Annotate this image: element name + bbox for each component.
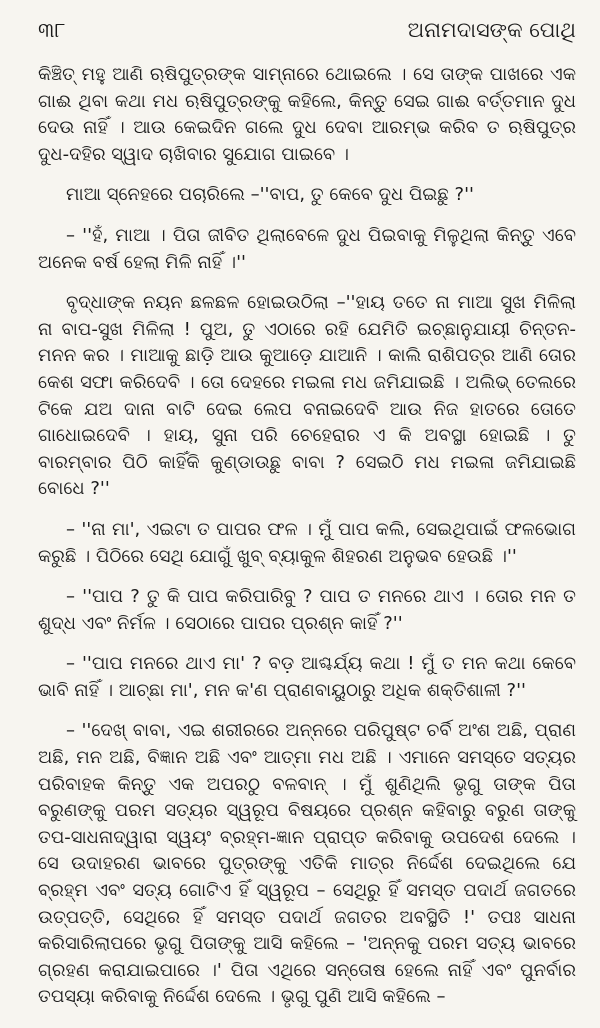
paragraph: ବୃଦ୍ଧାଙ୍କ ନୟନ ଛଳଛଳ ହୋଇଉଠିଲା –''ହାୟ ତତେ ନା ମାଆ ସୁଖ ମିଳିଲା ନା ବାପ-ସୁଖ ମିଳିଲା ! ପୁଅ, ତୁ ଏଠାରେ ରହି ଯେମିତି ଇଚ୍ଛାନୁଯାୟୀ ଚିନ୍ତନ-ମନନ କର । ମାଆକୁ ଛାଡ଼ି ଆଉ କୁଆଡ଼େ ଯାଆନି । କାଲି ରାଶିପତ୍ର ଆଣି ତୋର କେଶ ସଫା କରିଦେବି । ତୋ ଦେହରେ ମଇଳା ମଧ ଜମିଯାଇଛି । ଅଲିଭ୍ ତେଲରେ ଟିକେ ଯଅ ଦାନା ବାଟି ଦେଇ ଲେପ ବନାଇଦେବି ଆଉ ନିଜ ହାତରେ ତୋତେ ଗାଧୋଇଦେବି । ହାୟ, ସୁନା ପରି ଚେହେରାର ଏ କି ଅବସ୍ଥା ହୋଇଛି । ତୁ ବାରମ୍ବାର ପିଠି କାହିଁକି କୁଣ୍ଡାଉଛୁ ବାବା ? ସେଇଠି ମଧ ମଇଳା ଜମିଯାଇଛି ବୋଧେ ?'' (38, 292, 576, 500)
paragraph: – ''ଦେଖ୍ ବାବା, ଏଇ ଶରୀରରେ ଅନ୍ନରେ ପରିପୁଷ୍ଟ ଚର୍ବି ଅଂଶ ଅଛି, ପ୍ରାଣ ଅଛି, ମନ ଅଛି, ବିଜ୍ଞାନ ଅଛି ଏବଂ ଆତ୍ମା ମଧ ଅଛି । ଏମାନେ ସମସ୍ତେ ସତ୍ୟର ପରିବାହକ କିନ୍ତୁ ଏକ ଅପରଠୁ ବଳବାନ୍ । ମୁଁ ଶୁଣିଥିଲି ଭୃଗୁ ତାଙ୍କ ପିତା ବରୁଣଙ୍କୁ ପରମ ସତ୍ୟର ସ୍ୱରୂପ ବିଷୟରେ ପ୍ରଶ୍ନ କହିବାରୁ ବରୁଣ ତାଙ୍କୁ ତପ-ସାଧନାଦ୍ୱାରା ସ୍ୱୟଂ ବ୍ରହ୍ମ-ଜ୍ଞାନ ପ୍ରାପ୍ତ କରିବାକୁ ଉପଦେଶ ଦେଲେ । ସେ ଉଦାହରଣ ଭାବରେ ପୁତ୍ରଙ୍କୁ ଏତିକି ମାତ୍ର ନିର୍ଦ୍ଦେଶ ଦେଇଥିଲେ ଯେ ବ୍ରହ୍ମ ଏବଂ ସତ୍ୟ ଗୋଟିଏ ହିଁ ସ୍ୱରୂପ – ସେଥିରୁ ହିଁ ସମସ୍ତ ପଦାର୍ଥ ଜଗତରେ ଉତ୍ପତ୍ତି, ସେଥିରେ ହିଁ ସମସ୍ତ ପଦାର୍ଥ ଜଗତର ଅବସ୍ଥିତି !' ତପଃ ସାଧନା କରିସାରିଲାପରେ ଭୃଗୁ ପିତାଙ୍କୁ ଆସି କହିଲେ – 'ଅନ୍ନକୁ ପରମ ସତ୍ୟ ଭାବରେ ଗ୍ରହଣ କରାଯାଇପାରେ ।' ପିତା ଏଥିରେ ସନ୍ତୋଷ ହେଲେ ନାହିଁ ଏବଂ ପୁନର୍ବାର ତପସ୍ୟା କରିବାକୁ ନିର୍ଦ୍ଦେଶ ଦେଲେ । ଭୃଗୁ ପୁଣି ଆସି କହିଲେ – (38, 720, 576, 1008)
book-title: ଅନାମଦାସଙ୍କ ପୋଥି (407, 17, 576, 42)
paragraph: – ''ପାପ ମନରେ ଥାଏ ମା' ? ବଡ଼ ଆଶ୍ଚର୍ଯ୍ୟ କଥା ! ମୁଁ ତ ମନ କଥା କେବେ ଭାବି ନାହିଁ । ଆଚ୍ଛା ମା', ମନ କ'ଣ ପ୍ରାଣବାୟୁଠାରୁ ଅଧିକ ଶକ୍ତିଶାଳୀ ?'' (38, 653, 576, 701)
paragraph: – ''ପାପ ? ତୁ କି ପାପ କରିପାରିବୁ ? ପାପ ତ ମନରେ ଥାଏ । ତୋର ମନ ତ ଶୁଦ୍ଧ ଏବଂ ନିର୍ମଳ । ସେଠାରେ ପାପର ପ୍ରଶ୍ନ କାହିଁ ?'' (38, 586, 576, 634)
paragraph: – ''ହଁ, ମାଆ । ପିତା ଜୀବିତ ଥିଲାବେଳେ ଦୁଧ ପିଇବାକୁ ମିଳୁଥିଲା କିନ୍ତୁ ଏବେ ଅନେକ ବର୍ଷ ହେଲା ମିଳି ନାହିଁ ।'' (38, 224, 576, 273)
paragraph: କିଞ୍ଚିତ୍ ମହୁ ଆଣି ଋଷିପୁତ୍ରଙ୍କ ସାମ୍ନାରେ ଥୋଇଲେ । ସେ ତାଙ୍କ ପାଖରେ ଏକ ଗାଈ ଥିବା କଥା ମଧ ଋଷିପୁତ୍ରଙ୍କୁ କହିଲେ, କିନ୍ତୁ ସେଇ ଗାଈ ବର୍ତ୍ତମାନ ଦୁଧ ଦେଉ ନାହିଁ । ଆଉ କେଇଦିନ ଗଲେ ଦୁଧ ଦେବା ଆରମ୍ଭ କରିବ ତ ଋଷିପୁତ୍ର ଦୁଧ-ଦହିର ସ୍ୱାଦ ଚାଖିବାର ସୁଯୋଗ ପାଇବେ । (38, 64, 576, 165)
body-text (38, 62, 576, 1025)
paragraph: ମାଆ ସ୍ନେହରେ ପଚାରିଲେ –''ବାପ, ତୁ କେବେ ଦୁଧ ପିଇଛୁ ?'' (66, 184, 474, 206)
paragraph: – ''ନା ମା', ଏଇଟା ତ ପାପର ଫଳ । ମୁଁ ପାପ କଲି, ସେଇଥିପାଇଁ ଫଳଭୋଗ କରୁଛି । ପିଠିରେ ସେଥି ଯୋଗୁଁ ଖୁବ୍ ବ୍ୟାକୁଳ ଶିହରଣ ଅନୁଭବ ହେଉଛି ।'' (38, 518, 576, 567)
page-number: ୩୮ (38, 17, 66, 42)
page-header (38, 10, 576, 50)
